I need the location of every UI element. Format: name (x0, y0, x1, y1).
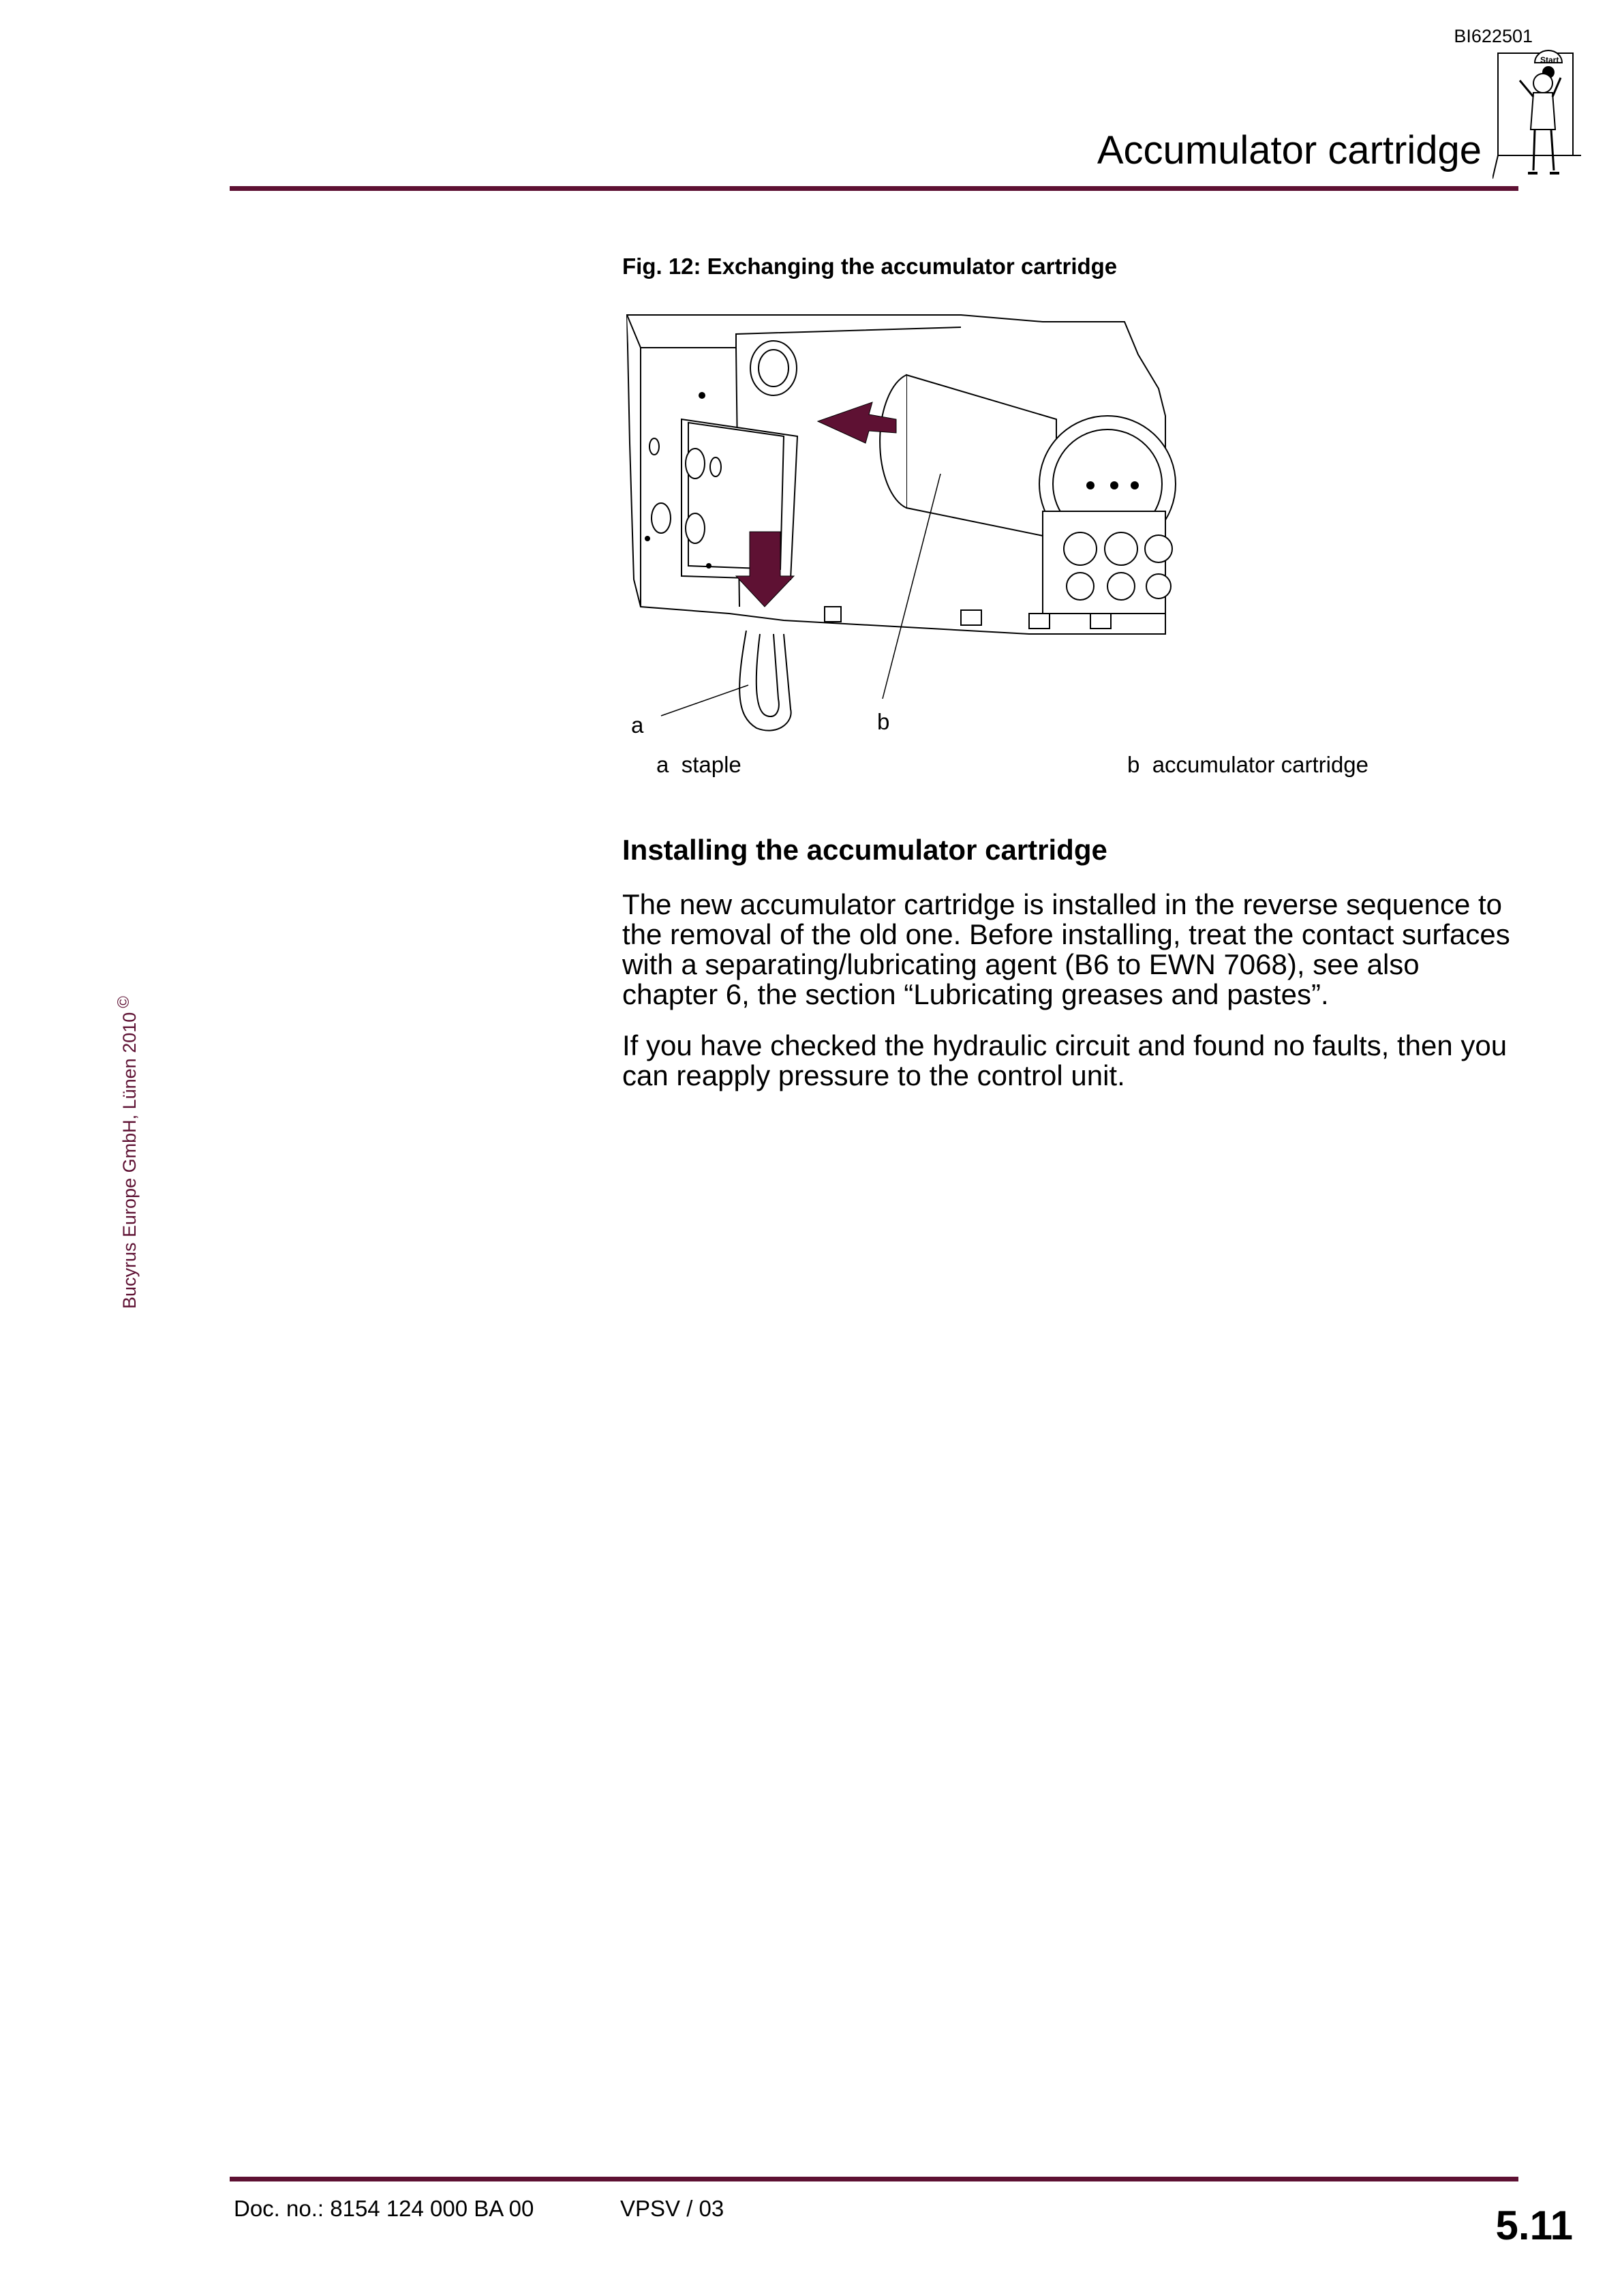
legend-item-a (656, 752, 741, 778)
start-worker-icon (1493, 49, 1581, 185)
legend-item-b (1127, 752, 1368, 778)
page-number: 5.11 (1495, 2203, 1573, 2248)
document-number: Doc. no.: 8154 124 000 BA 00 (234, 2196, 534, 2221)
body-paragraph: If you have checked the hydraulic circuit and found no faults, then you can reapply pressure to the control unit. (622, 1029, 1508, 1091)
footer-rule (230, 2177, 1518, 2181)
legend-text: accumulator cartridge (1152, 752, 1369, 777)
document-code: BI622501 (1454, 26, 1533, 46)
copyright-notice (114, 996, 140, 1309)
header-rule (230, 186, 1518, 191)
legend-key: a (656, 752, 669, 777)
legend-key: b (1127, 752, 1140, 777)
document-version: VPSV / 03 (620, 2196, 724, 2221)
page-title: Accumulator cartridge (1097, 128, 1482, 172)
figure-caption: Fig. 12: Exchanging the accumulator cartridge (622, 254, 1118, 279)
figure-label-a: a (631, 712, 644, 738)
legend-text: staple (681, 752, 741, 777)
section-heading: Installing the accumulator cartridge (622, 834, 1107, 866)
body-paragraph: The new accumulator cartridge is installed in the reverse sequence to the removal of the old one. Before installing, treat the contact surfaces with a separating/lubricating agent (B6 to EWN 7068), see also chapter 6, the section “Lubricating greases and pastes”. (622, 888, 1510, 1010)
accumulator-cartridge-illustration (620, 307, 1206, 746)
start-icon-label: Start (1540, 55, 1559, 65)
figure-label-b: b (877, 709, 890, 734)
copyright-text: Bucyrus Europe GmbH, Lünen 2010 (119, 1012, 140, 1309)
copyright-symbol: © (114, 996, 133, 1008)
